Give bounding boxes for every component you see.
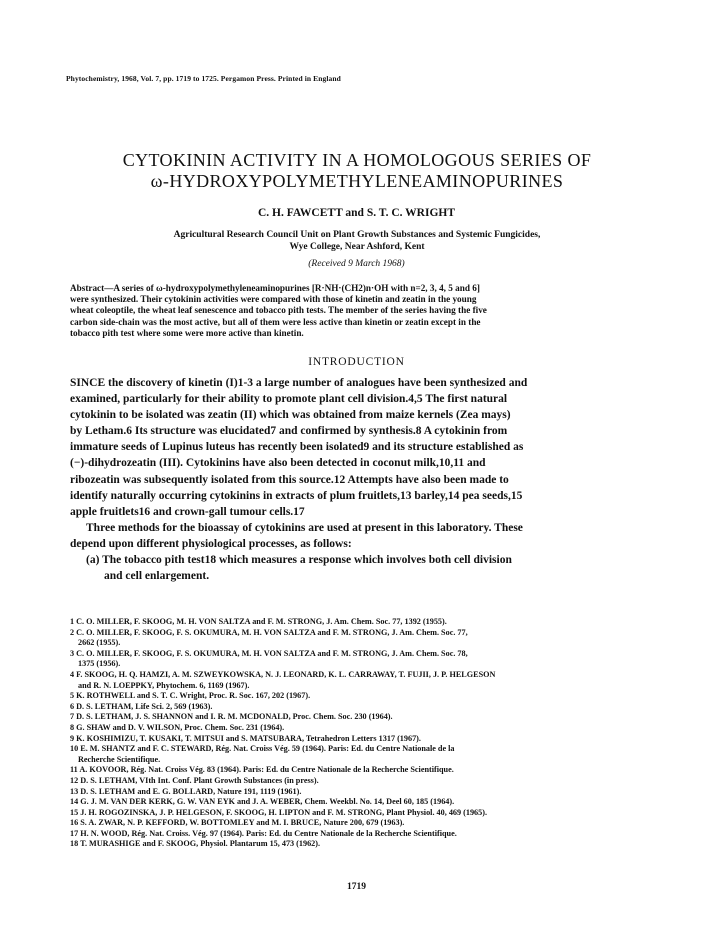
reference-line: and R. N. LOEPPKY, Phytochem. 6, 1169 (1967). <box>78 680 250 690</box>
reference-line: 1 C. O. MILLER, F. SKOOG, M. H. VON SALTZA and F. M. STRONG, J. Am. Chem. Soc. 77, 1392 (1955). <box>70 617 447 626</box>
reference-line: 14 G. J. M. VAN DER KERK, G. W. VAN EYK and J. A. WEBER, Chem. Weekbl. No. 14, Deel 60, 185 (1964). <box>70 797 455 807</box>
title-line-2: ω-HYDROXYPOLYMETHYLENEAMINOPURINES <box>150 171 564 191</box>
reference-line: 10 E. M. SHANTZ and F. C. STEWARD, Rég. Nat. Croiss Vég. 59 (1964). Paris: Ed. du Centre Nationale de la <box>70 744 455 754</box>
reference-line: 2 C. O. MILLER, F. SKOOG, F. S. OKUMURA, M. H. VON SALTZA and F. M. STRONG, J. Am. Chem. Soc. 77, <box>70 627 468 637</box>
reference-line: 1375 (1956). <box>78 659 121 669</box>
reference-line: Recherche Scientifique. <box>78 754 161 764</box>
introduction-body <box>70 375 646 584</box>
body-line: cytokinin to be isolated was zeatin (II) which was obtained from maize kernels (Zea mays) <box>70 409 511 422</box>
body-line: identify naturally occurring cytokinins in extracts of plum fruitlets,13 barley,14 pea seeds,15 <box>70 489 523 502</box>
title-line-1: CYTOKININ ACTIVITY IN A HOMOLOGOUS SERIES OF <box>122 150 592 170</box>
abstract <box>70 283 644 339</box>
references <box>70 617 646 850</box>
reference-line: 4 F. SKOOG, H. Q. HAMZI, A. M. SZWEYKOWSKA, N. J. LEONARD, K. L. CARRAWAY, T. FUJII, J. P. HELGESON <box>70 669 496 679</box>
reference-line: 15 J. H. ROGOZINSKA, J. P. HELGESON, F. SKOOG, H. LIPTON and F. M. STRONG, Plant Physiol. 40, 469 (1965). <box>70 807 488 817</box>
reference-line: 9 K. KOSHIMIZU, T. KUSAKI, T. MITSUI and S. MATSUBARA, Tetrahedron Letters 1317 (1967). <box>70 733 421 743</box>
reference-line: 8 G. SHAW and D. V. WILSON, Proc. Chem. Soc. 231 (1964). <box>70 722 285 732</box>
reference-line: 2662 (1955). <box>78 638 121 648</box>
body-line: Three methods for the bioassay of cytokinins are used at present in this laboratory. These <box>86 521 523 534</box>
abstract-line: wheat coleoptile, the wheat leaf senescence and tobacco pith tests. The member of the series having the five <box>70 305 487 316</box>
body-line: immature seeds of Lupinus luteus has recently been isolated9 and its structure established as <box>70 441 524 454</box>
reference-line: 7 D. S. LETHAM, J. S. SHANNON and I. R. M. MCDONALD, Proc. Chem. Soc. 230 (1964). <box>70 712 393 722</box>
body-line: depend upon different physiological processes, as follows: <box>70 537 352 550</box>
received-date: (Received 9 March 1968) <box>308 259 405 269</box>
authors: C. H. FAWCETT and S. T. C. WRIGHT <box>257 207 456 219</box>
body-line: SINCE the discovery of kinetin (I)1-3 a large number of analogues have been synthesized and <box>70 377 528 389</box>
body-line: (a) The tobacco pith test18 which measures a response which involves both cell division <box>86 554 512 567</box>
body-line: ribozeatin was subsequently isolated from this source.12 Attempts have also been made to <box>70 473 509 486</box>
reference-line: 3 C. O. MILLER, F. SKOOG, F. S. OKUMURA, M. H. VON SALTZA and F. M. STRONG, J. Am. Chem. Soc. 78, <box>70 648 468 658</box>
body-line: (−)-dihydrozeatin (III). Cytokinins have also been detected in coconut milk,10,11 and <box>70 457 486 470</box>
reference-line: 12 D. S. LETHAM, VIth Int. Conf. Plant Growth Substances (in press). <box>70 775 319 785</box>
abstract-line: tobacco pith test where some were more active than kinetin. <box>70 327 304 338</box>
abstract-line: were synthesized. Their cytokinin activities were compared with those of kinetin and zeatin in the young <box>70 294 477 305</box>
reference-line: 18 T. MURASHIGE and F. SKOOG, Physiol. Plantarum 15, 473 (1962). <box>70 839 321 849</box>
reference-line: 13 D. S. LETHAM and E. G. BOLLARD, Nature 191, 1119 (1961). <box>70 786 302 796</box>
page-number: 1719 <box>347 882 366 892</box>
reference-line: 6 D. S. LETHAM, Life Sci. 2, 569 (1963). <box>70 701 213 711</box>
reference-line: 16 S. A. ZWAR, N. P. KEFFORD, W. BOTTOMLEY and M. I. BRUCE, Nature 200, 679 (1963). <box>70 818 405 828</box>
body-line: examined, particularly for their ability to promote plant cell division.4,5 The first natural <box>70 393 508 406</box>
body-line: and cell enlargement. <box>104 570 210 583</box>
body-line: by Letham.6 Its structure was elucidated7 and confirmed by synthesis.8 A cytokinin from <box>70 425 508 438</box>
reference-line: 17 H. N. WOOD, Rég. Nat. Croiss. Vég. 97 (1964). Paris: Ed. du Centre Nationale de la Recherche Scientifique. <box>70 828 457 838</box>
section-heading-introduction: INTRODUCTION <box>308 356 405 368</box>
abstract-line: Abstract—A series of ω-hydroxypolymethyleneaminopurines [R·NH·(CH2)n·OH with n=2, 3, 4, 5 and 6] <box>70 283 480 293</box>
affiliation-line-2: Wye College, Near Ashford, Kent <box>289 242 425 252</box>
affiliation-line-1: Agricultural Research Council Unit on Plant Growth Substances and Systemic Fungicides, <box>173 230 541 240</box>
reference-line: 11 A. KOVOOR, Rég. Nat. Croiss Vég. 83 (1964). Paris: Ed. du Centre Nationale de la Recherche Scientifique. <box>70 765 454 775</box>
abstract-line: carbon side-chain was the most active, but all of them were less active than kinetin or zeatin except in the <box>70 316 481 327</box>
reference-line: 5 K. ROTHWELL and S. T. C. Wright, Proc. R. Soc. 167, 202 (1967). <box>70 691 311 701</box>
journal-header: Phytochemistry, 1968, Vol. 7, pp. 1719 to 1725. Pergamon Press. Printed in England <box>66 74 341 83</box>
body-line: apple fruitlets16 and crown-gall tumour cells.17 <box>70 505 305 518</box>
